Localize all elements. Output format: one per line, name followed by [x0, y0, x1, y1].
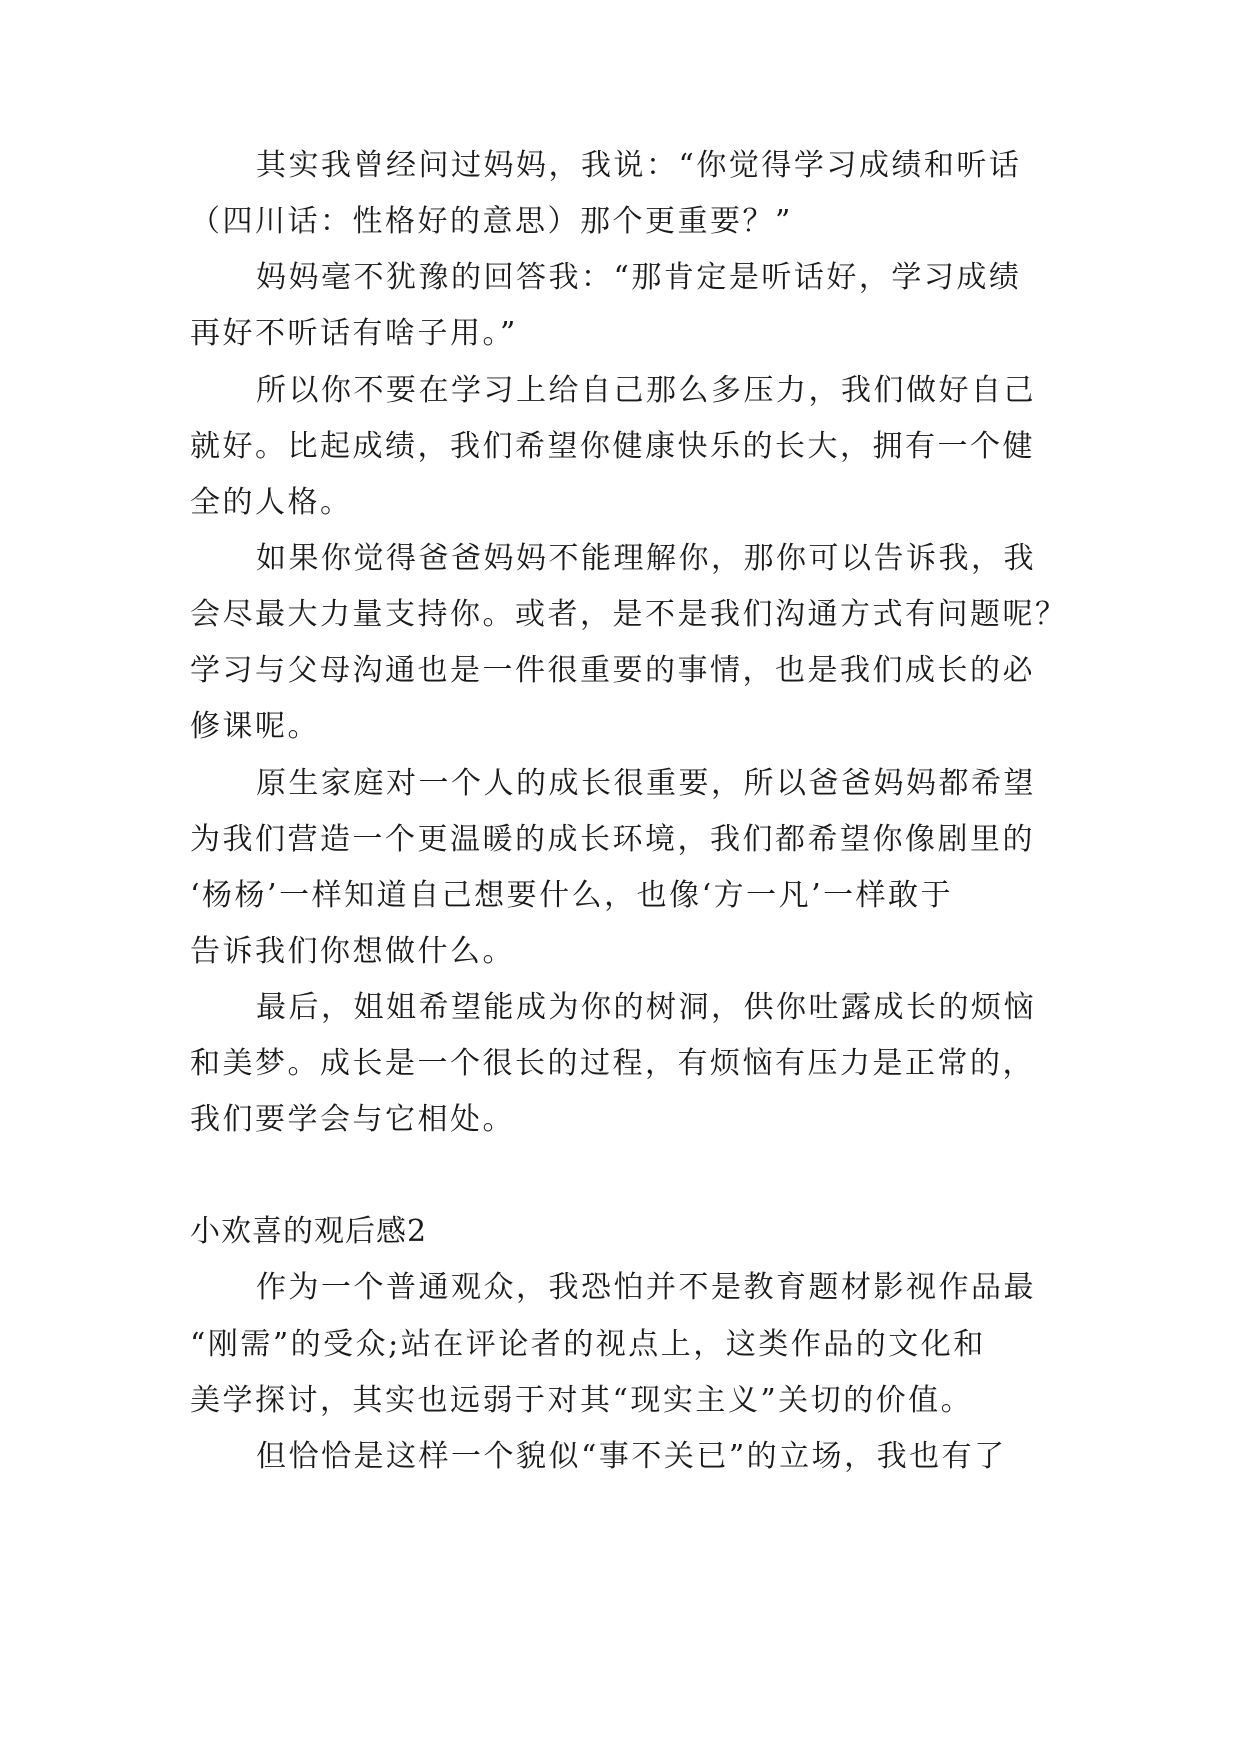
paragraph-4-line-4: 修课呢。 [190, 709, 320, 744]
paragraph-6-line-3: 我们要学会与它相处。 [190, 1102, 515, 1137]
paragraph-6-line-2: 和美梦。成长是一个很长的过程，有烦恼有压力是正常的， [190, 1046, 1035, 1081]
paragraph-6-line-1: 最后，姐姐希望能成为你的树洞，供你吐露成长的烦恼 [256, 990, 1036, 1025]
paragraph-1-line-1: 其实我曾经问过妈妈，我说：“你觉得学习成绩和听话 [256, 148, 1022, 183]
paragraph-7-line-2: “刚需”的受众;站在评论者的视点上，这类作品的文化和 [190, 1327, 986, 1362]
paragraph-7-line-1: 作为一个普通观众，我恐怕并不是教育题材影视作品最 [256, 1270, 1036, 1305]
paragraph-3-line-2: 就好。比起成绩，我们希望你健康快乐的长大，拥有一个健 [190, 429, 1035, 464]
paragraph-7-line-3: 美学探讨，其实也远弱于对其“现实主义”关切的价值。 [190, 1383, 974, 1418]
paragraph-5-line-1: 原生家庭对一个人的成长很重要，所以爸爸妈妈都希望 [256, 766, 1036, 801]
paragraph-5-line-2: 为我们营造一个更温暖的成长环境，我们都希望你像剧里的 [190, 822, 1035, 857]
paragraph-3-line-1: 所以你不要在学习上给自己那么多压力，我们做好自己 [256, 373, 1036, 408]
paragraph-5-line-3: ‘杨杨’一样知道自己想要什么，也像‘方一凡’一样敢于 [190, 878, 954, 913]
paragraph-8-line-1: 但恰恰是这样一个貌似“事不关已”的立场，我也有了 [256, 1439, 1007, 1474]
paragraph-4-line-1: 如果你觉得爸爸妈妈不能理解你，那你可以告诉我，我 [256, 541, 1036, 576]
paragraph-2-line-2: 再好不听话有啥子用。” [190, 316, 518, 351]
section-heading: 小欢喜的观后感2 [190, 1214, 428, 1249]
paragraph-1-line-2: （四川话：性格好的意思）那个更重要？” [190, 204, 793, 239]
paragraph-2-line-1: 妈妈毫不犹豫的回答我：“那肯定是听话好，学习成绩 [256, 260, 1022, 295]
paragraph-4-line-2: 会尽最大力量支持你。或者，是不是我们沟通方式有问题呢？ [190, 597, 1068, 632]
paragraph-5-line-4: 告诉我们你想做什么。 [190, 934, 515, 969]
paragraph-4-line-3: 学习与父母沟通也是一件很重要的事情，也是我们成长的必 [190, 653, 1035, 688]
paragraph-3-line-3: 全的人格。 [190, 485, 353, 520]
